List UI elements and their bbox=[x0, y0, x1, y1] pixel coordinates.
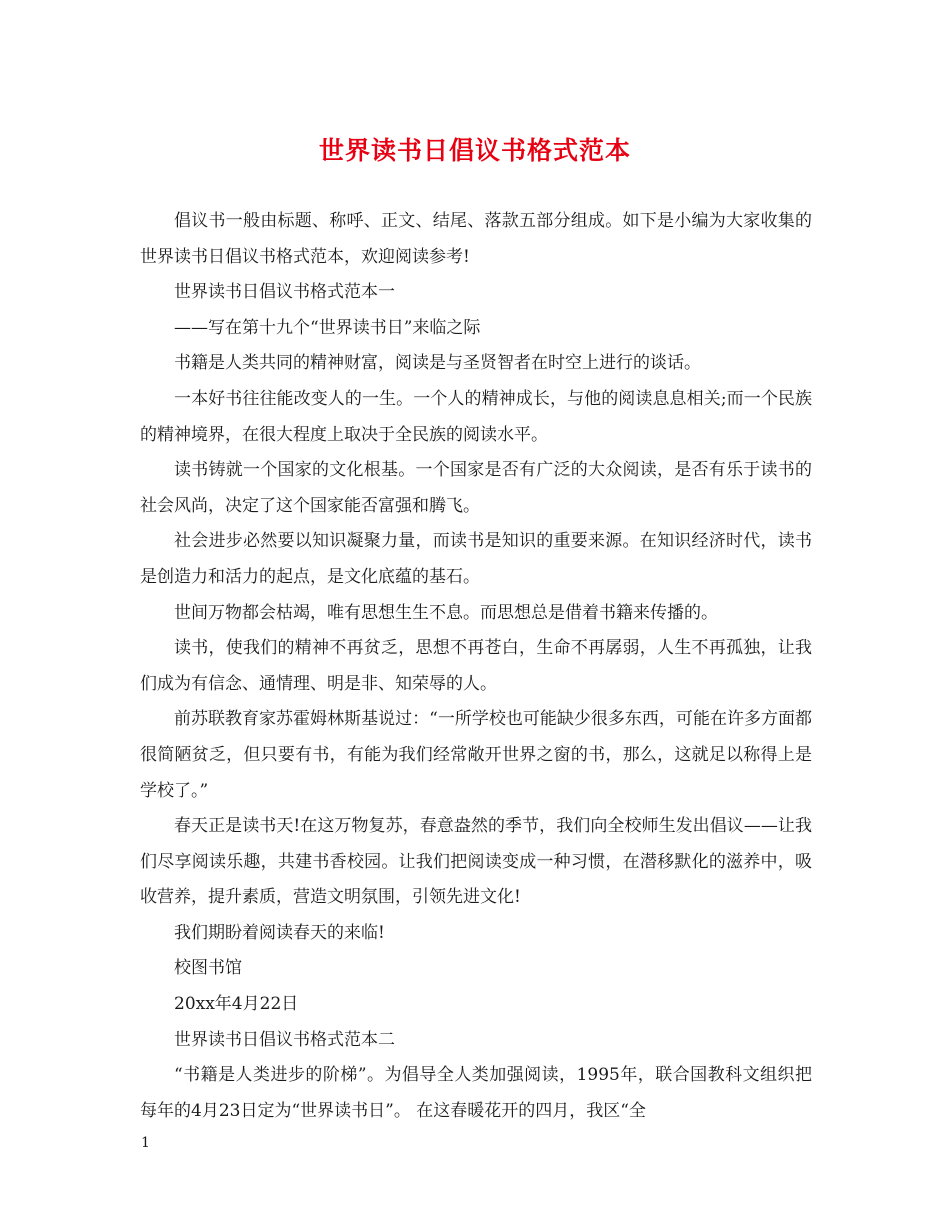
paragraph: 书籍是人类共同的精神财富，阅读是与圣贤智者在时空上进行的谈话。 bbox=[174, 353, 701, 374]
paragraph: 读书，使我们的精神不再贫乏，思想不再苍白，生命不再孱弱，人生不再孤独，让我们成为有信念、通情理、明是非、知荣辱的人。 bbox=[140, 638, 812, 694]
document-title: 世界读书日倡议书格式范本 bbox=[318, 136, 631, 165]
date: 20xx年4月22日 bbox=[174, 994, 299, 1015]
section-heading-1: 世界读书日倡议书格式范本一 bbox=[174, 282, 395, 303]
document-body bbox=[140, 204, 812, 1129]
quote-paragraph: 前苏联教育家苏霍姆林斯基说过：“一所学校也可能缺少很多东西，可能在许多方面都很简陋贫乏，但只要有书，有能为我们经常敞开世界之窗的书，那么，这就足以称得上是学校了。” bbox=[140, 709, 812, 801]
subtitle: ——写在第十九个“世界读书日”来临之际 bbox=[174, 317, 481, 338]
paragraph: 一本好书往往能改变人的一生。一个人的精神成长，与他的阅读息息相关;而一个民族的精神境界，在很大程度上取决于全民族的阅读水平。 bbox=[140, 388, 812, 445]
section-heading-2: 世界读书日倡议书格式范本二 bbox=[174, 1029, 395, 1050]
page-number: 1 bbox=[141, 1135, 150, 1151]
paragraph: 世间万物都会枯竭，唯有思想生生不息。而思想总是借着书籍来传播的。 bbox=[174, 602, 718, 623]
signature: 校图书馆 bbox=[174, 958, 242, 979]
paragraph: 社会进步必然要以知识凝聚力量，而读书是知识的重要来源。在知识经济时代，读书是创造力和活力的起点，是文化底蕴的基石。 bbox=[140, 531, 812, 587]
paragraph-intro: 倡议书一般由标题、称呼、正文、结尾、落款五部分组成。如下是小编为大家收集的世界读书日倡议书格式范本，欢迎阅读参考! bbox=[140, 211, 812, 267]
paragraph: “书籍是人类进步的阶梯”。为倡导全人类加强阅读，1995年，联合国教科文组织把每年的4月23日定为“世界读书日”。 在这春暖花开的四月，我区“全 bbox=[140, 1065, 812, 1121]
paragraph: 读书铸就一个国家的文化根基。一个国家是否有广泛的大众阅读，是否有乐于读书的社会风尚，决定了这个国家能否富强和腾飞。 bbox=[140, 460, 812, 516]
closing-line: 我们期盼着阅读春天的来临! bbox=[174, 922, 385, 943]
paragraph: 春天正是读书天!在这万物复苏，春意盎然的季节，我们向全校师生发出倡议——让我们尽享阅读乐趣，共建书香校园。让我们把阅读变成一种习惯，在潜移默化的滋养中，吸收营养，提升素质，营造文明氛围，引领先进文化! bbox=[140, 816, 812, 908]
